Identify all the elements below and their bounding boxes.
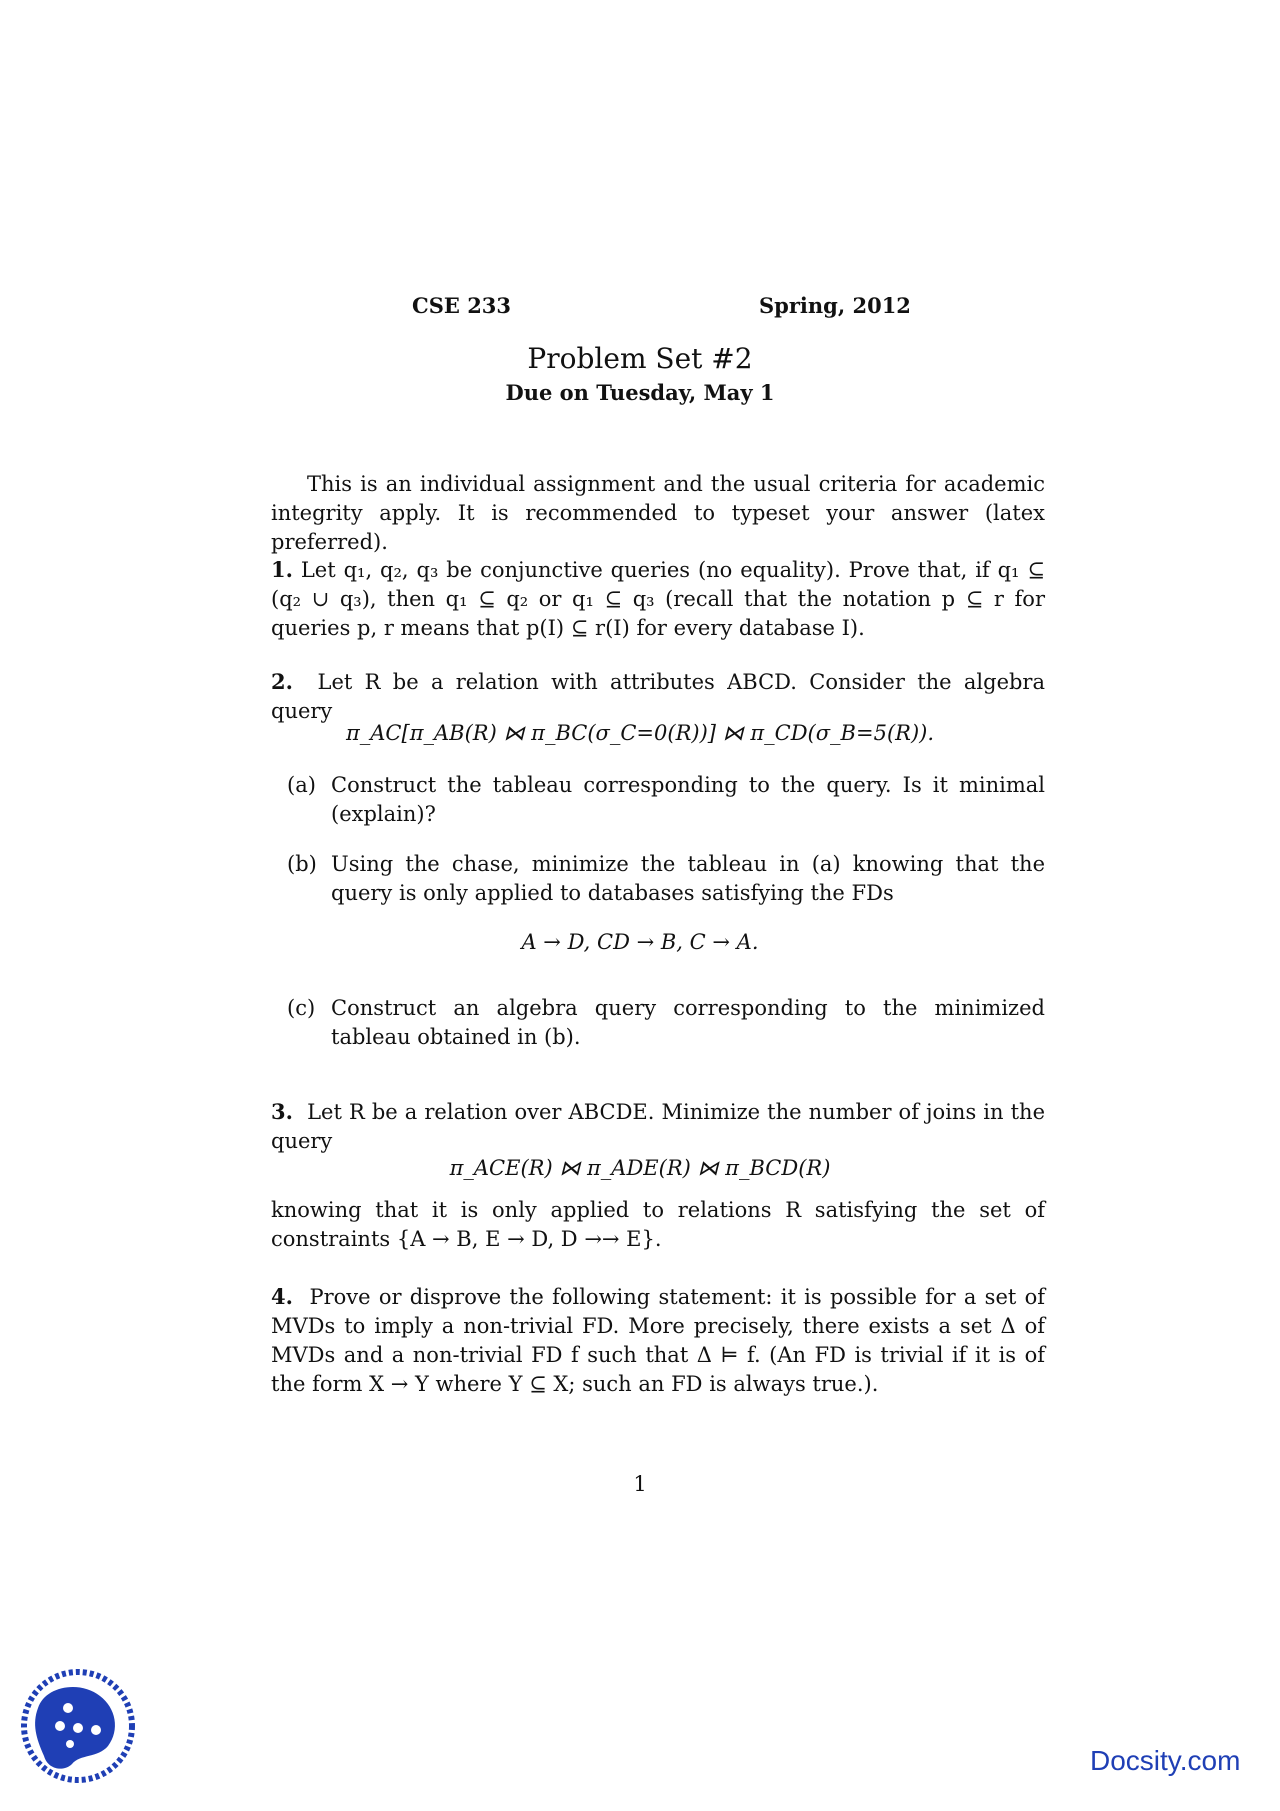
problem-3-continued: knowing that it is only applied to relations R satisfying the set of constraints {A → B, E → D, D →→ E}.	[271, 1198, 1045, 1251]
subpart-c	[287, 994, 1045, 1052]
problem-number: 3.	[271, 1099, 293, 1124]
problem-number: 4.	[271, 1284, 293, 1309]
problem-text: Let q₁, q₂, q₃ be conjunctive queries (no equality). Prove that, if q₁ ⊆ (q₂ ∪ q₃), then q₁ ⊆ q₂ or q₁ ⊆ q₃ (recall that the notation p ⊆ r for queries p, r means that p(I) ⊆ r(I) for every database I).	[271, 558, 1045, 640]
term: Spring, 2012	[759, 293, 911, 318]
problem-text: Let R be a relation over ABCDE. Minimize the number of joins in the query	[271, 1100, 1045, 1153]
equation: π_AC[π_AB(R) ⋈ π_BC(σ_C=0(R))] ⋈ π_CD(σ_B=5(R)).	[345, 721, 935, 745]
problem-1	[271, 555, 1045, 643]
problem-number: 1.	[271, 557, 293, 582]
docsity-brand-text[interactable]: Docsity.com	[1090, 1745, 1241, 1776]
subpart-label: (b)	[287, 852, 317, 876]
header	[0, 293, 1280, 323]
subpart-text: Construct an algebra query corresponding to the minimized tableau obtained in (b).	[331, 996, 1045, 1049]
problem-text: Let R be a relation with attributes ABCD. Consider the algebra query	[271, 670, 1045, 723]
subpart-label: (c)	[287, 996, 316, 1020]
problem-4	[271, 1282, 1045, 1399]
page-title: Problem Set #2	[527, 342, 753, 375]
fd-equation: A → D, CD → B, C → A.	[521, 930, 759, 954]
subpart-text: Using the chase, minimize the tableau in (a) knowing that the query is only applied to databases satisfying the FDs	[331, 852, 1045, 905]
due-date: Due on Tuesday, May 1	[505, 380, 775, 405]
equation: π_ACE(R) ⋈ π_ADE(R) ⋈ π_BCD(R)	[449, 1156, 831, 1180]
page-number: 1	[633, 1472, 647, 1496]
subpart-a	[287, 771, 1045, 829]
subpart-label: (a)	[287, 773, 316, 797]
course-code: CSE 233	[412, 293, 512, 318]
subpart-text: Construct the tableau corresponding to the query. Is it minimal (explain)?	[331, 773, 1045, 826]
intro-paragraph: This is an individual assignment and the usual criteria for academic integrity apply. It is recommended to typeset your answer (latex preferred).	[271, 472, 1045, 554]
problem-3	[271, 1097, 1045, 1156]
problem-2	[271, 667, 1045, 726]
docsity-logo-icon	[20, 1668, 136, 1784]
problem-number: 2.	[271, 669, 293, 694]
subpart-b	[287, 850, 1045, 908]
problem-text: Prove or disprove the following statement: it is possible for a set of MVDs to imply a non-trivial FD. More precisely, there exists a set Δ of MVDs and a non-trivial FD f such that Δ ⊨ f. (An FD is trivial if it is of the form X → Y where Y ⊆ X; such an FD is always true.).	[271, 1285, 1045, 1396]
